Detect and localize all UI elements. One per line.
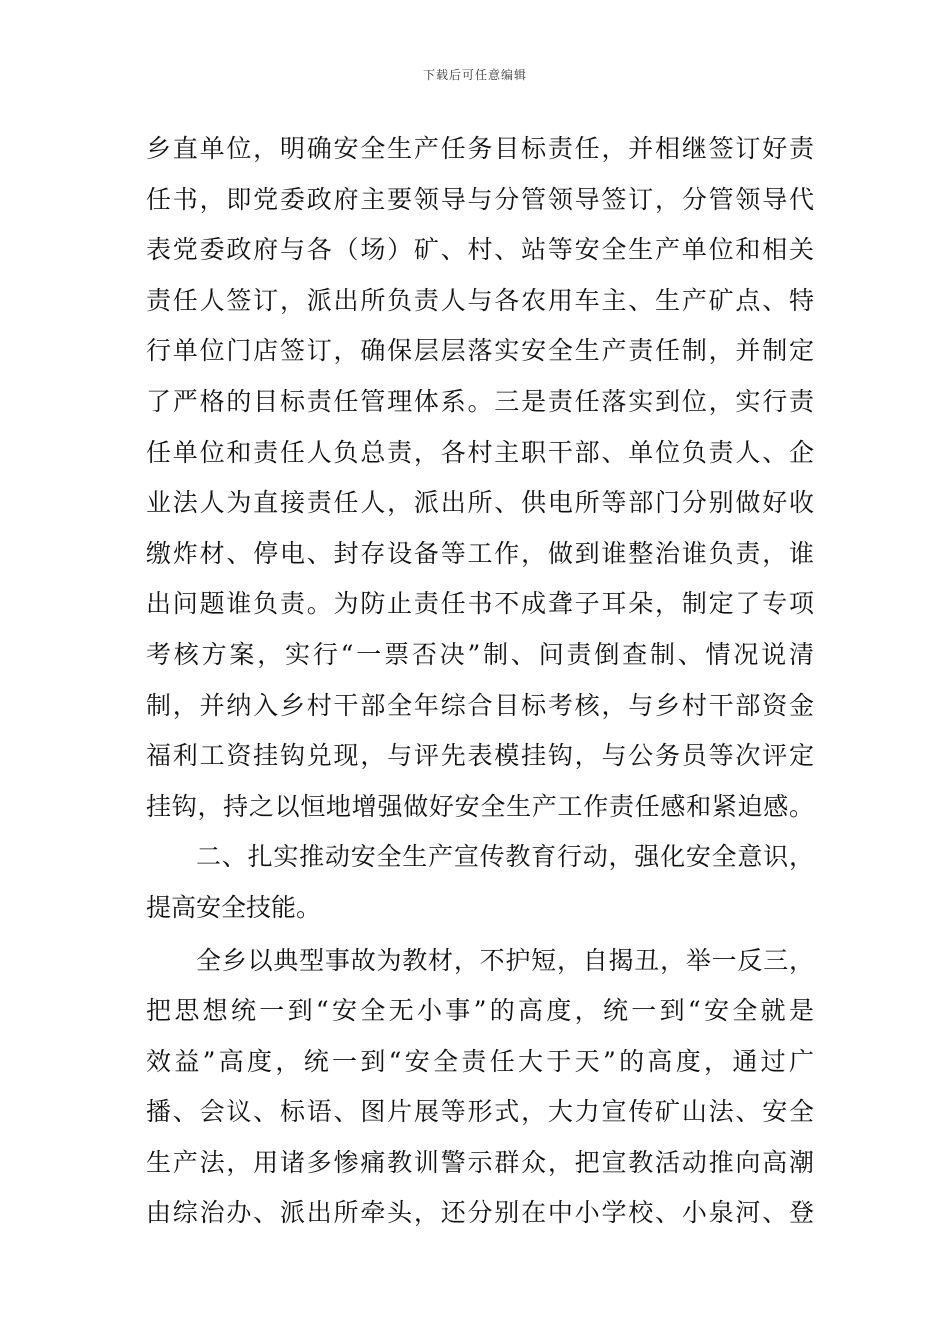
text-line: 缴炸材、停电、封存设备等工作，做到谁整治谁负责，谁 — [146, 538, 814, 568]
text-line: 了严格的目标责任管理体系。三是责任落实到位，实行责 — [146, 386, 814, 416]
page-header: 下载后可任意编辑 — [422, 68, 527, 82]
text-line: 业法人为直接责任人，派出所、供电所等部门分别做好收 — [146, 488, 814, 518]
text-line: 表党委政府与各（场）矿、村、站等安全生产单位和相关 — [146, 235, 814, 265]
text-line: 行单位门店签订，确保层层落实安全生产责任制，并制定 — [146, 336, 814, 366]
text-line: 考核方案，实行“一票否决”制、问责倒查制、情况说清 — [146, 639, 814, 669]
text-line: 责任人签订，派出所负责人与各农用车主、生产矿点、特 — [146, 285, 814, 315]
text-line: 任单位和责任人负总责，各村主职干部、单位负责人、企 — [146, 437, 814, 467]
text-line: 生产法，用诸多惨痛教训警示群众，把宣教活动推向高潮 — [146, 1147, 814, 1177]
document-body — [146, 124, 814, 1239]
text-line: 提高安全技能。 — [146, 892, 322, 922]
text-line: 出问题谁负责。为防止责任书不成聋子耳朵，制定了专项 — [146, 589, 814, 619]
text-line: 制，并纳入乡村干部全年综合目标考核，与乡村干部资金 — [146, 690, 814, 720]
text-line: 效益”高度，统一到“安全责任大于天”的高度，通过广 — [146, 1046, 814, 1076]
text-line: 由综治办、派出所牵头，还分别在中小学校、小泉河、登 — [146, 1198, 814, 1228]
text-line: 全乡以典型事故为教材，不护短，自揭丑，举一反三， — [196, 945, 814, 975]
text-line: 福利工资挂钩兑现，与评先表模挂钩，与公务员等次评定 — [146, 741, 814, 771]
text-line: 把思想统一到“安全无小事”的高度，统一到“安全就是 — [146, 996, 814, 1026]
section-heading — [146, 832, 814, 933]
text-line: 乡直单位，明确安全生产任务目标责任，并相继签订好责 — [146, 134, 814, 163]
text-line: 二、扎实推动安全生产宣传教育行动，强化安全意识， — [196, 842, 814, 872]
text-line: 挂钩，持之以恒地增强做好安全生产工作责任感和紧迫感。 — [146, 791, 814, 821]
text-line: 任书，即党委政府主要领导与分管领导签订，分管领导代 — [146, 184, 814, 214]
text-line: 播、会议、标语、图片展等形式，大力宣传矿山法、安全 — [146, 1097, 814, 1127]
paragraph — [146, 936, 814, 1240]
paragraph — [146, 124, 814, 832]
